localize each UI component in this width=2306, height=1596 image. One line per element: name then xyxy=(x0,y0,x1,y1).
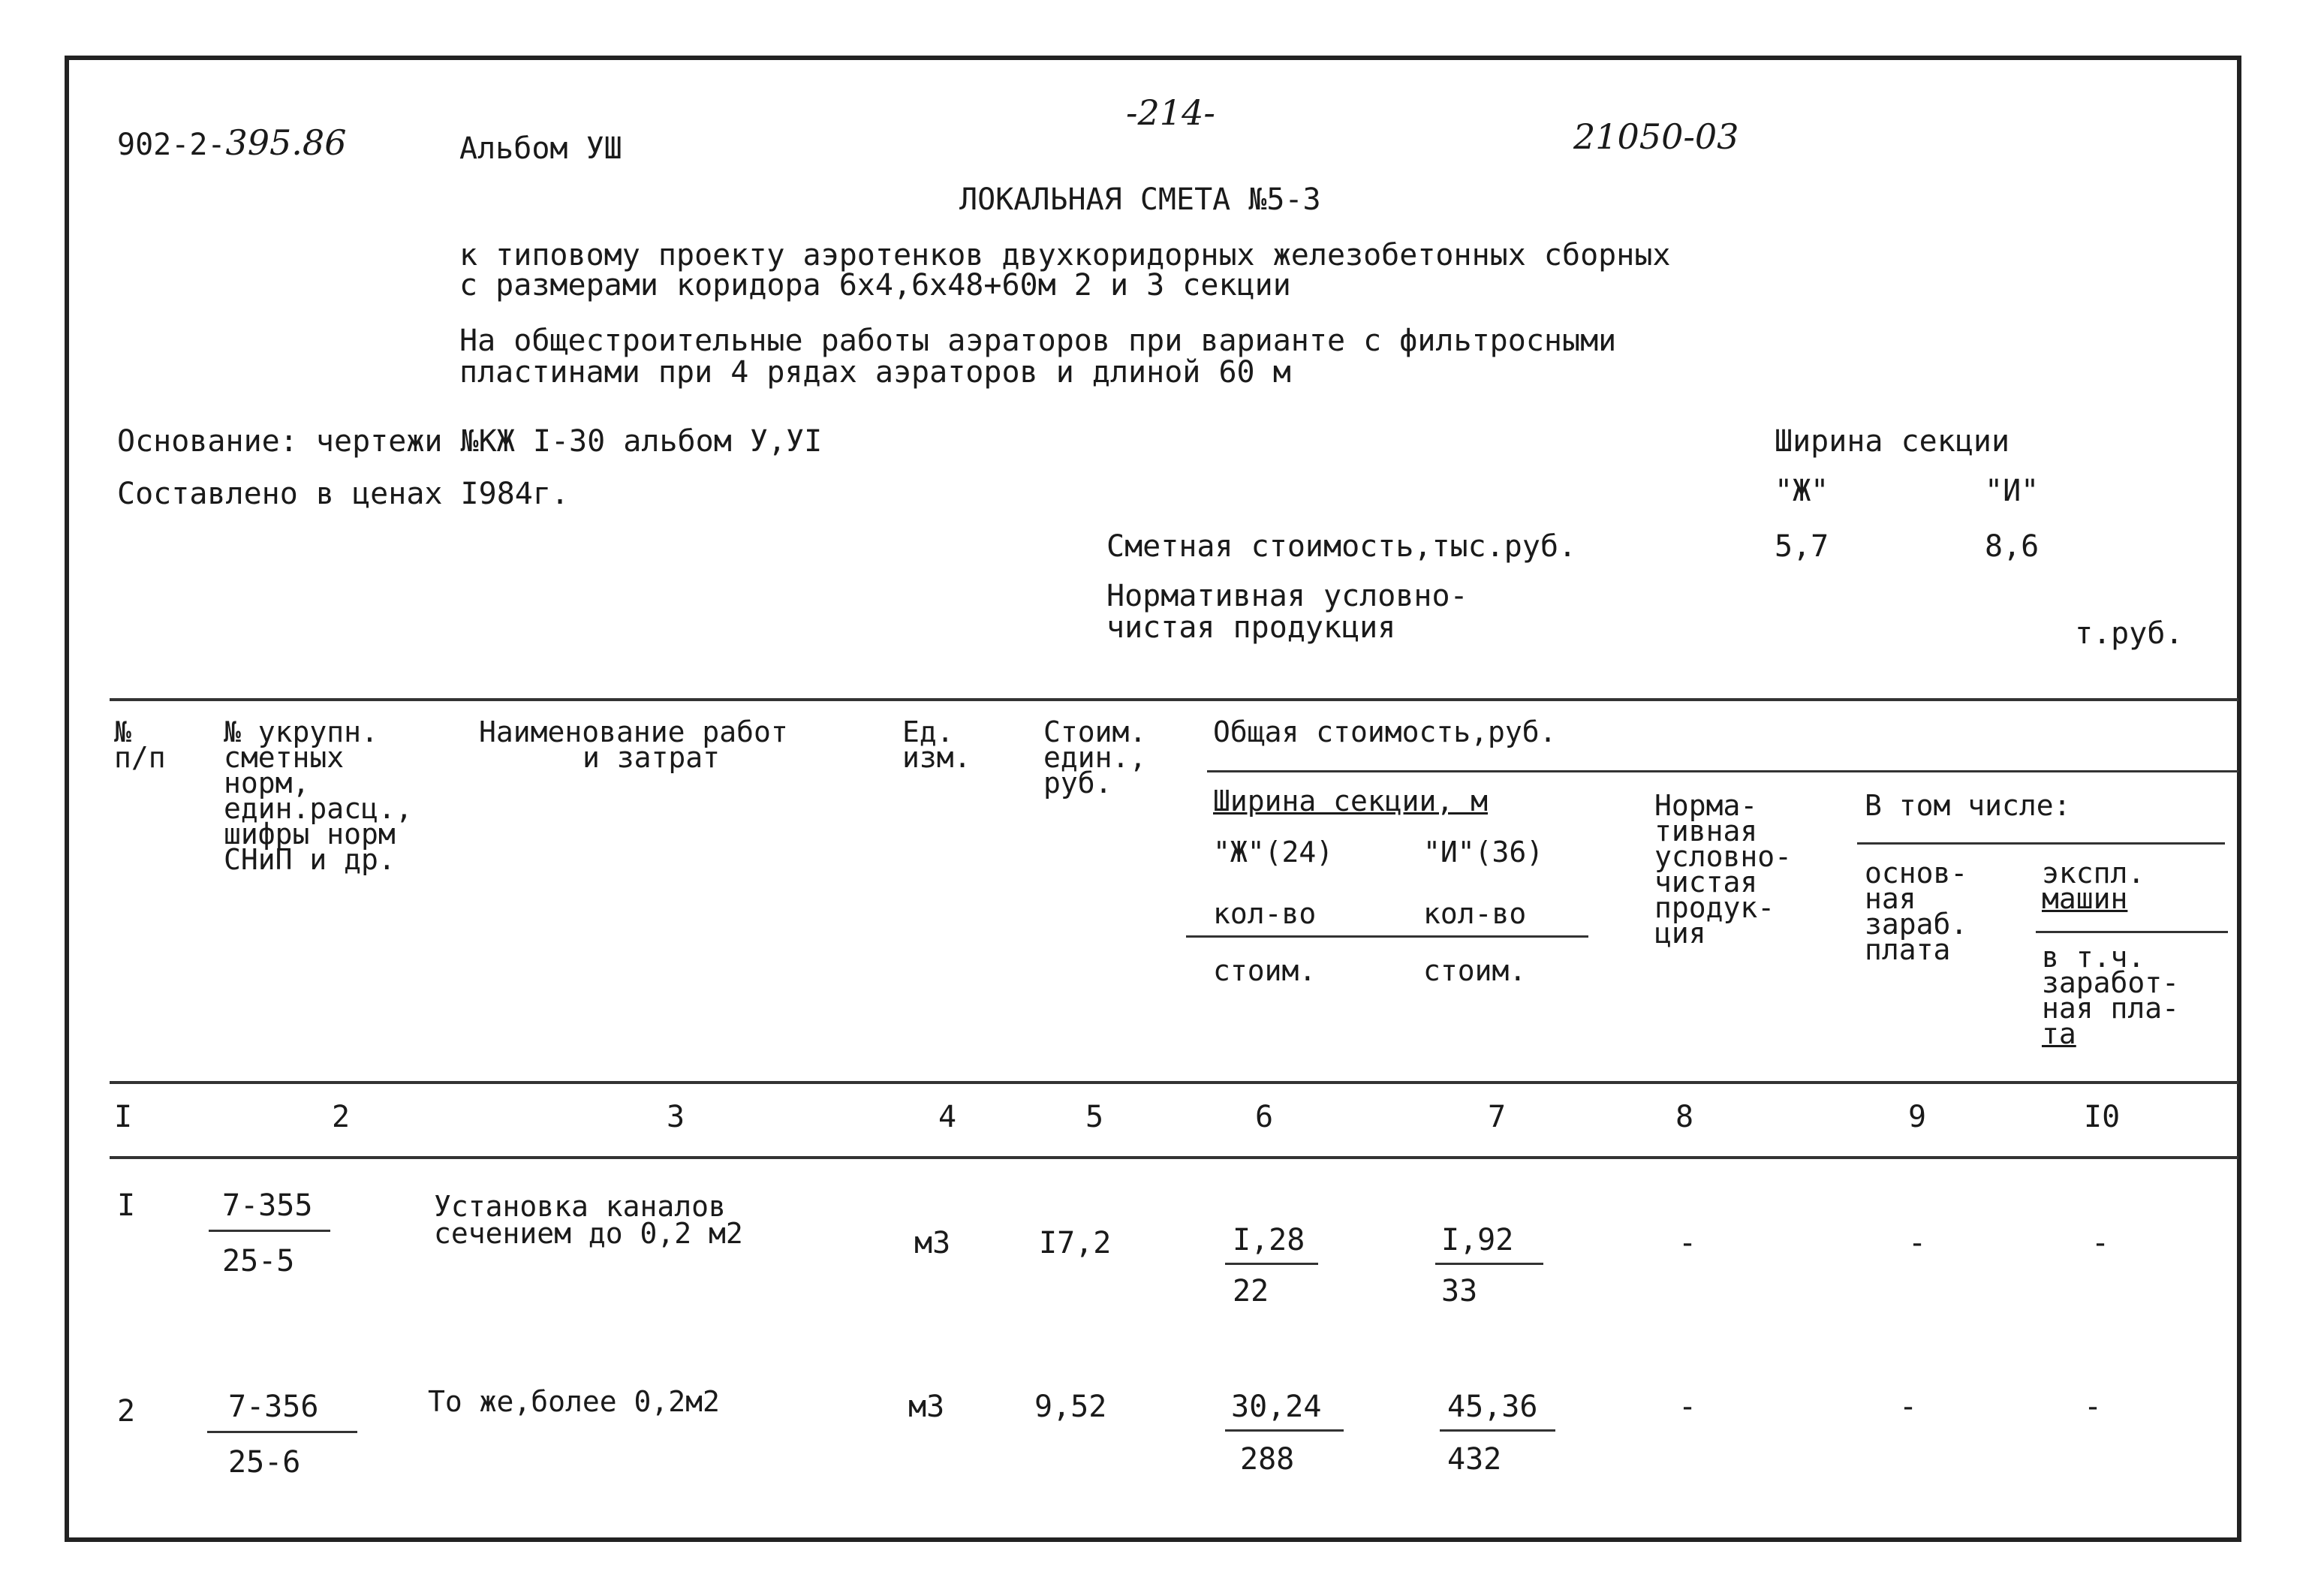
doc-code-handwritten: 395.86 xyxy=(225,122,347,163)
col-number: 7 xyxy=(1488,1100,1507,1134)
machines-rule xyxy=(2036,931,2228,933)
work-name-line2: сечением до 0,2 м2 xyxy=(434,1217,743,1250)
qty-rule xyxy=(1186,935,1588,938)
norm-code-fraction-line xyxy=(209,1230,330,1232)
col-number: 6 xyxy=(1255,1100,1274,1134)
hdr-c8-line6: ция xyxy=(1654,917,1706,950)
hdr-c2-line2: сметных xyxy=(224,741,345,774)
unit: м3 xyxy=(908,1390,945,1424)
i-fraction-line xyxy=(1440,1429,1555,1432)
hdr-c8-line5: продук- xyxy=(1654,891,1775,924)
hdr-c4-line2: изм. xyxy=(902,741,971,774)
hdr-c10-line5: ная пла- xyxy=(2042,992,2180,1025)
machine-operation: - xyxy=(2091,1226,2110,1260)
col-number: 4 xyxy=(938,1100,957,1134)
basic-wage: - xyxy=(1899,1390,1918,1424)
hdr-total-cost: Общая стоимость,руб. xyxy=(1213,715,1557,748)
subject-line-1: На общестроительные работы аэраторов при варианте с фильтросными xyxy=(459,324,1617,358)
i-fraction-line xyxy=(1435,1263,1543,1265)
col-number: I0 xyxy=(2084,1100,2121,1134)
col-number: 3 xyxy=(667,1100,685,1134)
summary-cost-zh: 5,7 xyxy=(1775,529,1829,564)
hdr-c8-line1: Норма- xyxy=(1654,789,1758,822)
norm-code-bottom: 25-6 xyxy=(228,1445,301,1480)
col-number: 8 xyxy=(1675,1100,1694,1134)
page-number: -214- xyxy=(1126,92,1215,133)
summary-cost-i: 8,6 xyxy=(1985,529,2040,564)
hdr-c9-line3: зараб. xyxy=(1865,908,1968,941)
summary-col-zh: "Ж" xyxy=(1775,474,1829,508)
unit-cost: I7,2 xyxy=(1039,1226,1112,1260)
norm-code-top: 7-355 xyxy=(222,1188,313,1223)
norm-code-fraction-line xyxy=(207,1431,357,1433)
zh-fraction-line xyxy=(1225,1429,1344,1432)
hdr-c2-line6: СНиП и др. xyxy=(224,843,396,876)
hdr-c10-line1: экспл. xyxy=(2042,857,2145,890)
norm-product: - xyxy=(1678,1390,1697,1424)
hdr-c8-line4: чистая xyxy=(1654,866,1758,899)
norm-code-bottom: 25-5 xyxy=(222,1244,295,1278)
hdr-including: В том числе: xyxy=(1865,789,2071,822)
i-cost: 432 xyxy=(1447,1442,1502,1477)
including-rule xyxy=(1857,842,2225,845)
subtitle-line-1: к типовому проекту аэротенков двухкоридорных железобетонных сборных xyxy=(459,238,1671,273)
hdr-c2-line5: шифры норм xyxy=(224,818,396,851)
col-number: I xyxy=(114,1100,133,1134)
hdr-c2-line4: един.расц., xyxy=(224,792,413,825)
hdr-c5-line3: руб. xyxy=(1043,766,1112,800)
col-number: 2 xyxy=(332,1100,351,1134)
zh-cost: 288 xyxy=(1240,1442,1295,1477)
doc-code-printed: 902-2- xyxy=(117,128,226,162)
norm-product: - xyxy=(1678,1226,1697,1260)
document-title: ЛОКАЛЬНАЯ СМЕТА №5-3 xyxy=(959,182,1321,217)
row-number: 2 xyxy=(117,1394,136,1429)
hdr-qty-zh: кол-во xyxy=(1213,897,1317,930)
hdr-c5-line1: Стоим. xyxy=(1043,715,1147,748)
hdr-c3-line2: и затрат xyxy=(583,741,721,774)
work-name-line1: То же,более 0,2м2 xyxy=(428,1385,720,1418)
row-number: I xyxy=(117,1188,136,1223)
hdr-c3-line1: Наименование работ xyxy=(479,715,788,748)
project-code: 21050-03 xyxy=(1573,116,1739,157)
hdr-c10-line4: заработ- xyxy=(2042,966,2180,999)
hdr-cost-i: стоим. xyxy=(1423,954,1527,987)
hdr-c10-line6: та xyxy=(2042,1017,2076,1050)
hdr-c8-line2: тивная xyxy=(1654,815,1758,848)
col-number: 9 xyxy=(1908,1100,1927,1134)
summary-section-width-label: Ширина секции xyxy=(1775,424,2010,459)
work-name-line1: Установка каналов xyxy=(434,1190,726,1223)
unit: м3 xyxy=(914,1226,951,1260)
i-cost: 33 xyxy=(1441,1274,1478,1308)
hdr-section-width: Ширина секции, м xyxy=(1213,784,1489,818)
zh-quantity: 30,24 xyxy=(1231,1390,1322,1424)
col-numbers-bottom-rule xyxy=(110,1156,2238,1159)
prices-line: Составлено в ценах I984г. xyxy=(117,477,570,511)
hdr-i36: "И"(36) xyxy=(1423,836,1544,869)
summary-norm-unit: т.руб. xyxy=(2075,616,2184,651)
total-cost-rule xyxy=(1207,770,2238,772)
unit-cost: 9,52 xyxy=(1034,1390,1107,1424)
i-quantity: I,92 xyxy=(1441,1223,1514,1257)
hdr-c9-line2: ная xyxy=(1865,882,1916,915)
hdr-c10-line2: машин xyxy=(2042,882,2128,915)
summary-norm-label-2: чистая продукция xyxy=(1106,610,1396,645)
summary-norm-label-1: Нормативная условно- xyxy=(1106,579,1468,613)
album-label: Альбом УШ xyxy=(459,131,622,166)
hdr-c2-line1: № укрупн. xyxy=(224,715,378,748)
norm-code-top: 7-356 xyxy=(228,1390,319,1424)
table-top-rule xyxy=(110,698,2238,701)
hdr-c9-line4: плата xyxy=(1865,933,1951,966)
summary-col-i: "И" xyxy=(1985,474,2040,508)
subject-line-2: пластинами при 4 рядах аэраторов и длиной 60 м xyxy=(459,355,1291,390)
basic-wage: - xyxy=(1908,1226,1927,1260)
hdr-c9-line1: основ- xyxy=(1865,857,1968,890)
doc-code xyxy=(117,122,347,163)
i-quantity: 45,36 xyxy=(1447,1390,1538,1424)
zh-cost: 22 xyxy=(1233,1274,1269,1308)
zh-quantity: I,28 xyxy=(1233,1223,1305,1257)
machine-operation: - xyxy=(2084,1390,2103,1424)
hdr-c10-line3: в т.ч. xyxy=(2042,941,2145,974)
summary-cost-label: Сметная стоимость,тыс.руб. xyxy=(1106,529,1577,564)
hdr-cost-zh: стоим. xyxy=(1213,954,1317,987)
subtitle-line-2: с размерами коридора 6х4,6х48+60м 2 и 3 секции xyxy=(459,268,1291,303)
header-bottom-rule xyxy=(110,1081,2238,1084)
hdr-zh24: "Ж"(24) xyxy=(1213,836,1334,869)
hdr-c5-line2: един., xyxy=(1043,741,1147,774)
hdr-c1-line2: п/п xyxy=(114,741,166,774)
hdr-c4-line1: Ед. xyxy=(902,715,954,748)
hdr-c2-line3: норм, xyxy=(224,766,310,800)
hdr-c8-line3: условно- xyxy=(1654,840,1793,873)
basis-line: Основание: чертежи №КЖ I-30 альбом У,УI xyxy=(117,424,823,459)
hdr-c1-line1: № xyxy=(114,715,131,748)
hdr-qty-i: кол-во xyxy=(1423,897,1527,930)
zh-fraction-line xyxy=(1225,1263,1318,1265)
col-number: 5 xyxy=(1085,1100,1104,1134)
